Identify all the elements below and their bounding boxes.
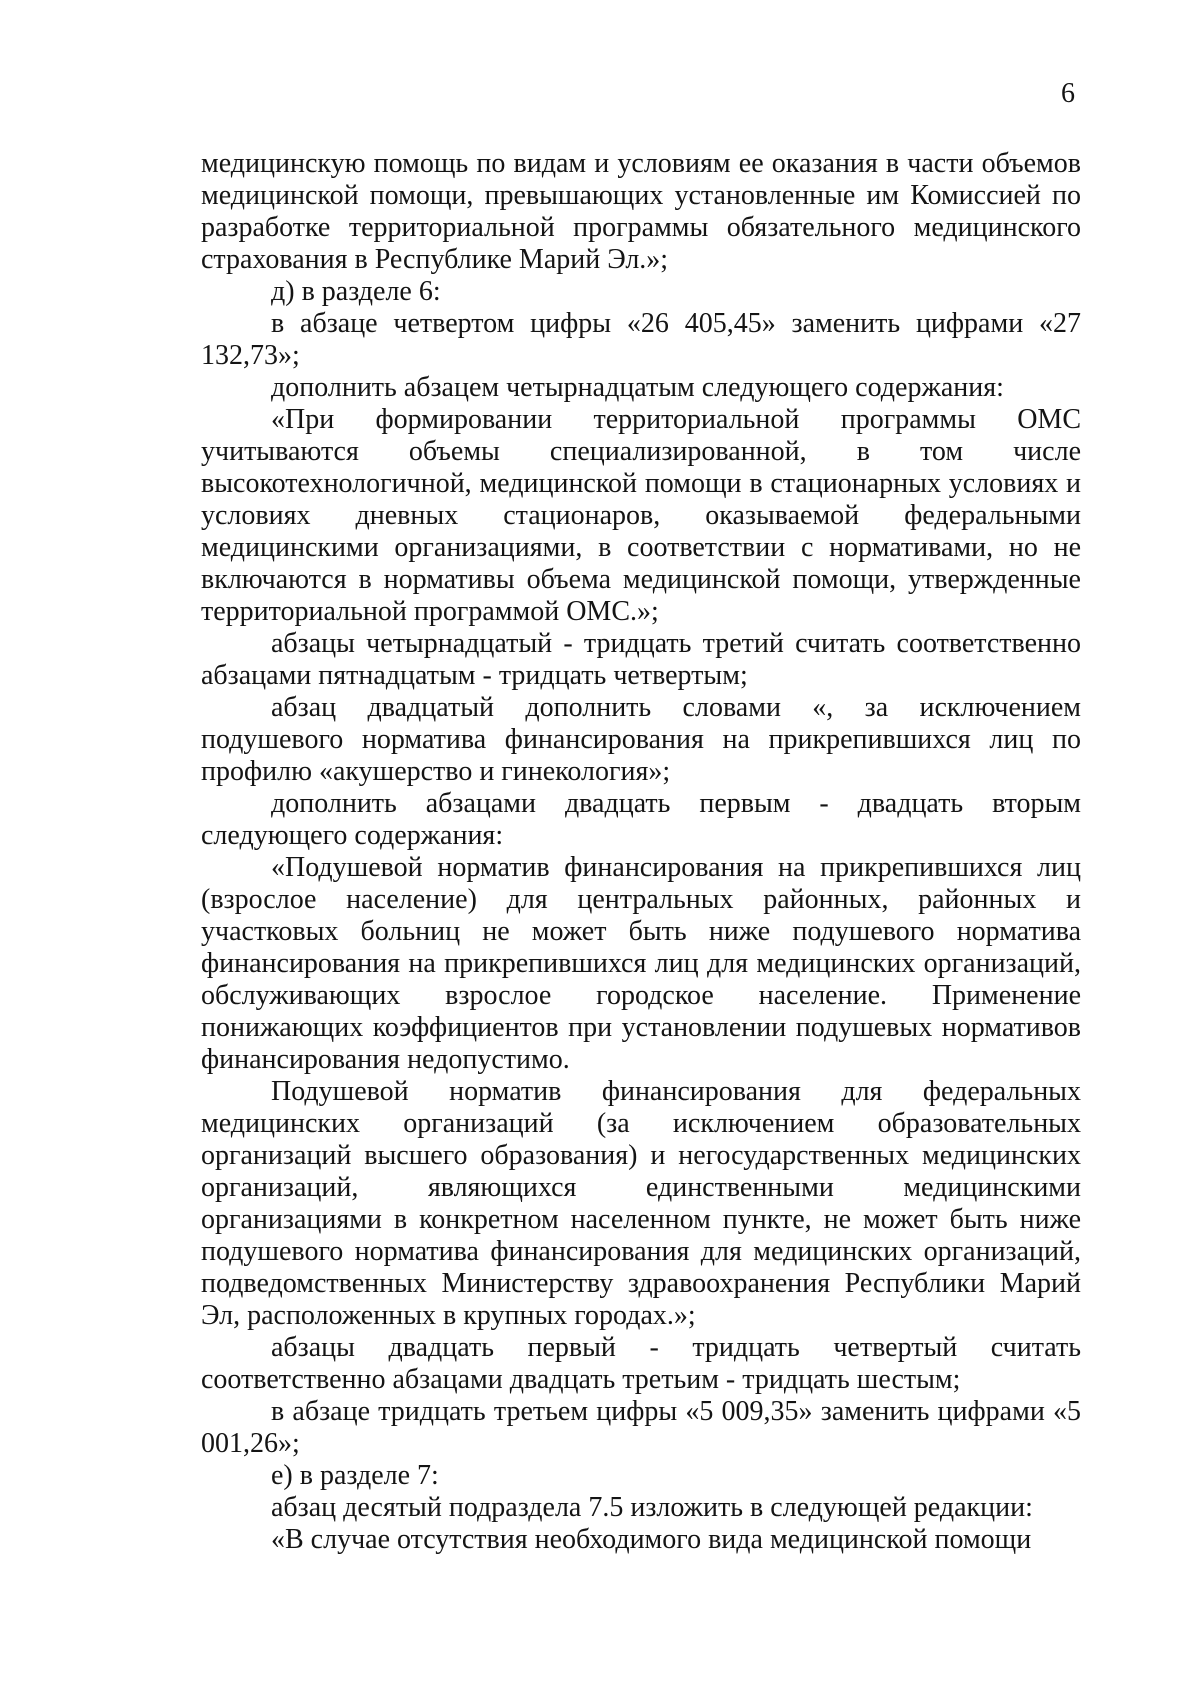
paragraph: абзацы двадцать первый - тридцать четвертый считать соответственно абзацами двадцать третьим - тридцать шестым; bbox=[201, 1332, 1081, 1395]
paragraph: дополнить абзацами двадцать первым - двадцать вторым следующего содержания: bbox=[201, 788, 1081, 851]
paragraph: д) в разделе 6: bbox=[271, 276, 441, 307]
paragraph: абзац десятый подраздела 7.5 изложить в следующей редакции: bbox=[271, 1492, 1033, 1523]
page-number: 6 bbox=[1061, 78, 1075, 109]
paragraph: «В случае отсутствия необходимого вида медицинской помощи bbox=[271, 1524, 1032, 1555]
paragraph: в абзаце тридцать третьем цифры «5 009,35» заменить цифрами «5 001,26»; bbox=[201, 1396, 1081, 1459]
paragraph: в абзаце четвертом цифры «26 405,45» заменить цифрами «27 132,73»; bbox=[201, 308, 1081, 371]
paragraph: абзац двадцатый дополнить словами «, за исключением подушевого норматива финансирования на прикрепившихся лиц по профилю «акушерство и гинекология»; bbox=[201, 692, 1081, 787]
paragraph: дополнить абзацем четырнадцатым следующего содержания: bbox=[271, 372, 1004, 403]
paragraph: «Подушевой норматив финансирования на прикрепившихся лиц (взрослое население) для центральных районных, районных и участковых больниц не может быть ниже подушевого норматива финансирования на прикрепившихся лиц для медицинских организаций, обслуживающих взрослое городское население. Применение понижающих коэффициентов при установлении подушевых нормативов финансирования недопустимо. bbox=[201, 852, 1081, 1075]
paragraph: медицинскую помощь по видам и условиям ее оказания в части объемов медицинской помощи, превышающих установленные им Комиссией по разработке территориальной программы обязательного медицинского страхования в Республике Марий Эл.»; bbox=[201, 148, 1081, 275]
paragraph: абзацы четырнадцатый - тридцать третий считать соответственно абзацами пятнадцатым - тридцать четвертым; bbox=[201, 628, 1081, 691]
document-body bbox=[201, 148, 1081, 1556]
paragraph: е) в разделе 7: bbox=[271, 1460, 439, 1491]
paragraph: Подушевой норматив финансирования для федеральных медицинских организаций (за исключением образовательных организаций высшего образования) и негосударственных медицинских организаций, являющихся единственными медицинскими организациями в конкретном населенном пункте, не может быть ниже подушевого норматива финансирования для медицинских организаций, подведомственных Министерству здравоохранения Республики Марий Эл, расположенных в крупных городах.»; bbox=[201, 1076, 1081, 1331]
paragraph: «При формировании территориальной программы ОМС учитываются объемы специализированной, в том числе высокотехнологичной, медицинской помощи в стационарных условиях и условиях дневных стационаров, оказываемой федеральными медицинскими организациями, в соответствии с нормативами, но не включаются в нормативы объема медицинской помощи, утвержденные территориальной программой ОМС.»; bbox=[201, 404, 1081, 627]
